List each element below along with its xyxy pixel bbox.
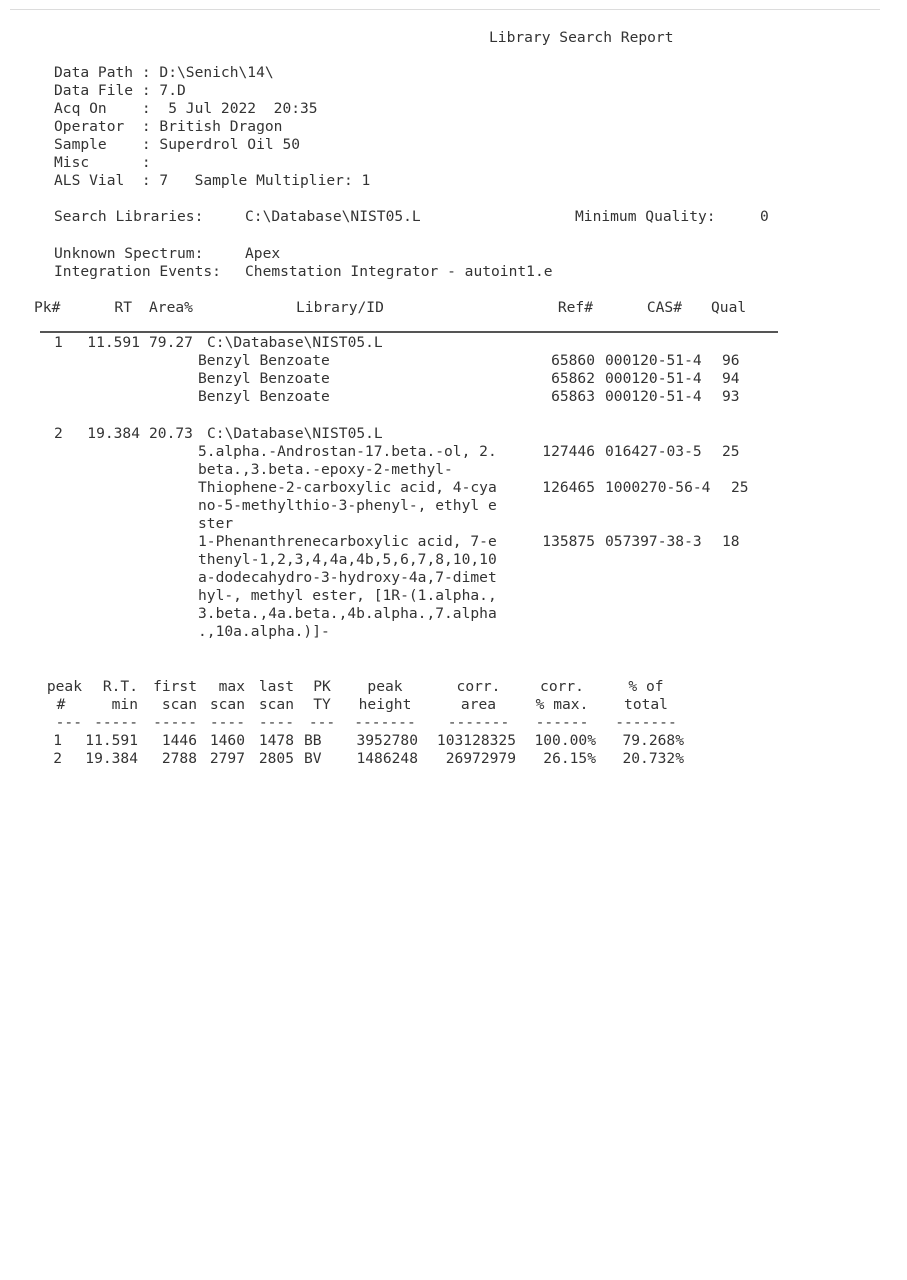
peak-number: 2 [54,425,63,442]
hit-name-line: .,10a.alpha.)]- [198,623,330,640]
hit-qual: 93 [722,388,740,405]
int-header-area-sub: area [460,696,497,713]
hit-name-line: Thiophene-2-carboxylic acid, 4-cya [198,479,497,496]
col-header-pk: Pk# [34,299,61,316]
int-cell-rt: 19.384 [85,750,138,767]
peak-area: 79.27 [149,334,193,351]
int-header-total-sub: total [624,696,668,713]
int-dash: ------ [535,714,589,731]
int-dash: ----- [94,714,138,731]
header-acq-on: Acq On : 5 Jul 2022 20:35 [54,100,318,117]
int-dash: ----- [153,714,197,731]
hit-cas: 016427-03-5 [605,443,702,460]
int-header-peak: peak [46,678,82,695]
int-cell-area: 26972979 [445,750,516,767]
int-header-pk: PK [313,678,331,695]
peak-rt: 11.591 [87,334,140,351]
int-cell-peak: 2 [53,750,62,767]
int-cell-max: 2797 [209,750,245,767]
hit-name-line: 3.beta.,4a.beta.,4b.alpha.,7.alpha [198,605,497,622]
peak-library: C:\Database\NIST05.L [207,425,383,442]
int-dash: --- [308,714,336,731]
int-header-pctmax: corr. [540,678,584,695]
int-header-pctmax-sub: % max. [535,696,589,713]
int-header-rt-sub: min [111,696,138,713]
int-dash: ---- [258,714,294,731]
int-cell-pctmax: 26.15% [543,750,596,767]
header-data-file: Data File : 7.D [54,82,186,99]
search-libraries-label: Search Libraries: [54,208,204,225]
header-divider [40,331,778,333]
search-libraries-value: C:\Database\NIST05.L [245,208,421,225]
hit-qual: 94 [722,370,740,387]
hit-name-line: a-dodecahydro-3-hydroxy-4a,7-dimet [198,569,497,586]
header-misc: Misc : [54,154,151,171]
hit-cas: 000120-51-4 [605,352,702,369]
hit-cas: 057397-38-3 [605,533,702,550]
int-cell-area: 103128325 [436,732,516,749]
int-dash: --- [55,714,82,731]
header-data-path: Data Path : D:\Senich\14\ [54,64,274,81]
header-operator: Operator : British Dragon [54,118,283,135]
hit-name: Benzyl Benzoate [198,370,330,387]
int-cell-type: BV [304,750,322,767]
hit-qual: 25 [731,479,749,496]
int-dash: ------- [615,714,677,731]
col-header-cas: CAS# [646,299,682,316]
int-cell-first: 1446 [161,732,197,749]
int-header-first-sub: scan [161,696,197,713]
int-header-area: corr. [456,678,501,695]
hit-name-line: thenyl-1,2,3,4,4a,4b,5,6,7,8,10,10 [198,551,497,568]
integration-events-label: Integration Events: [54,263,221,280]
hit-ref: 127446 [542,443,595,460]
min-quality-value: 0 [760,208,769,225]
hit-name-line: beta.,3.beta.-epoxy-2-methyl- [198,461,453,478]
peak-rt: 19.384 [87,425,140,442]
hit-ref: 65863 [551,388,595,405]
int-cell-first: 2788 [161,750,197,767]
int-cell-last: 1478 [258,732,294,749]
int-dash: ------- [447,714,510,731]
report-title: Library Search Report [489,29,674,46]
hit-ref: 135875 [542,533,595,550]
hit-name-line: 5.alpha.-Androstan-17.beta.-ol, 2. [198,443,497,460]
int-cell-height: 3952780 [356,732,418,749]
hit-qual: 96 [722,352,740,369]
hit-cas: 1000270-56-4 [605,479,711,496]
hit-name-line: 1-Phenanthrenecarboxylic acid, 7-e [198,533,497,550]
int-cell-height: 1486248 [356,750,418,767]
int-cell-type: BB [304,732,322,749]
hit-name-line: ster [198,515,234,532]
int-dash: ---- [209,714,245,731]
int-cell-peak: 1 [53,732,62,749]
hit-ref: 126465 [542,479,595,496]
hit-cas: 000120-51-4 [605,370,702,387]
header-sample: Sample : Superdrol Oil 50 [54,136,301,153]
hit-name-line: no-5-methylthio-3-phenyl-, ethyl e [198,497,497,514]
peak-library: C:\Database\NIST05.L [207,334,383,351]
hit-qual: 25 [722,443,740,460]
unknown-spectrum-value: Apex [245,245,281,262]
int-header-last-sub: scan [258,696,294,713]
int-header-total: % of [628,678,664,695]
header-als-vial: ALS Vial : 7 Sample Multiplier: 1 [54,172,371,189]
col-header-qual: Qual [711,299,747,316]
col-header-ref: Ref# [557,299,593,316]
hit-ref: 65860 [551,352,595,369]
int-header-rt: R.T. [102,678,138,695]
int-header-max: max [218,678,245,695]
hit-ref: 65862 [551,370,595,387]
int-header-height: peak [367,678,403,695]
hit-name-line: hyl-, methyl ester, [1R-(1.alpha., [198,587,497,604]
int-header-height-sub: height [358,696,412,713]
peak-number: 1 [54,334,63,351]
int-header-max-sub: scan [209,696,245,713]
col-header-library: Library/ID [296,299,384,316]
hit-cas: 000120-51-4 [605,388,702,405]
int-cell-total: 20.732% [622,750,684,767]
top-border-line [10,9,880,10]
hit-name: Benzyl Benzoate [198,352,330,369]
integration-events-value: Chemstation Integrator - autoint1.e [245,263,553,280]
int-header-peak-sub: # [56,696,66,713]
int-dash: ------- [354,714,416,731]
min-quality-label: Minimum Quality: [575,208,716,225]
col-header-rt: RT [114,299,132,316]
int-cell-max: 1460 [209,732,245,749]
int-cell-rt: 11.591 [85,732,138,749]
int-header-first: first [153,678,197,695]
peak-area: 20.73 [149,425,193,442]
unknown-spectrum-label: Unknown Spectrum: [54,245,204,262]
hit-name: Benzyl Benzoate [198,388,330,405]
int-cell-pctmax: 100.00% [534,732,596,749]
int-header-last: last [258,678,294,695]
hit-qual: 18 [722,533,740,550]
int-header-pk-sub: TY [313,696,331,713]
int-cell-last: 2805 [258,750,294,767]
int-cell-total: 79.268% [622,732,684,749]
col-header-area: Area% [149,299,193,316]
